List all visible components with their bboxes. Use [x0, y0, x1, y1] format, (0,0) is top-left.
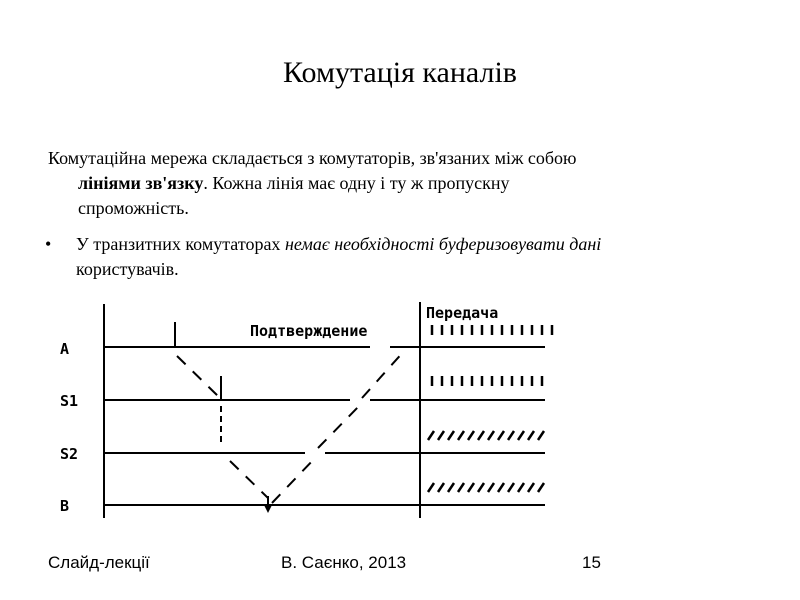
paragraph-line-3: спроможність.	[78, 198, 189, 218]
header-confirm: Подтверждение	[250, 322, 368, 340]
bullet-line-2: користувачів.	[76, 259, 179, 279]
slide-title: Комутація каналів	[283, 56, 517, 89]
bullet-prefix: У транзитних комутаторах	[76, 234, 285, 254]
arrow-down-icon	[264, 505, 272, 513]
row-label-a: A	[60, 340, 70, 358]
paragraph-line-2	[48, 171, 748, 196]
header-transfer: Передача	[426, 304, 499, 322]
data-bars-a	[432, 325, 552, 335]
confirm-s2-s1	[318, 403, 362, 448]
paragraph-line-1: Комутаційна мережа складається з комутаторів, зв'язаних між собою	[48, 148, 577, 168]
row-label-b: B	[60, 497, 70, 515]
confirm-s1-a	[362, 350, 405, 398]
paragraph-rest: . Кожна лінія має одну і ту ж пропускну	[203, 173, 510, 193]
confirm-b-s2	[272, 458, 315, 503]
row-label-s2: S2	[60, 445, 79, 463]
paragraph-channel-network	[48, 146, 748, 221]
request-s2-b	[230, 461, 268, 498]
bullet-italic: немає необхідності буферизовувати дані	[284, 234, 602, 254]
bold-term: лініями зв'язку	[78, 173, 204, 193]
data-bars-s2	[428, 431, 544, 440]
request-a-s1	[177, 356, 220, 398]
footer-left: Слайд-лекції	[48, 553, 150, 572]
row-label-s1: S1	[60, 392, 79, 410]
bullet-icon: •	[45, 234, 52, 254]
footer-page-number: 15	[582, 553, 601, 572]
data-bars-b	[428, 483, 544, 492]
circuit-switching-diagram	[40, 298, 570, 523]
data-bars-s1	[432, 376, 542, 386]
bullet-line-1	[76, 232, 766, 257]
bullet-item	[45, 232, 766, 282]
footer-center: В. Саєнко, 2013	[281, 553, 407, 572]
